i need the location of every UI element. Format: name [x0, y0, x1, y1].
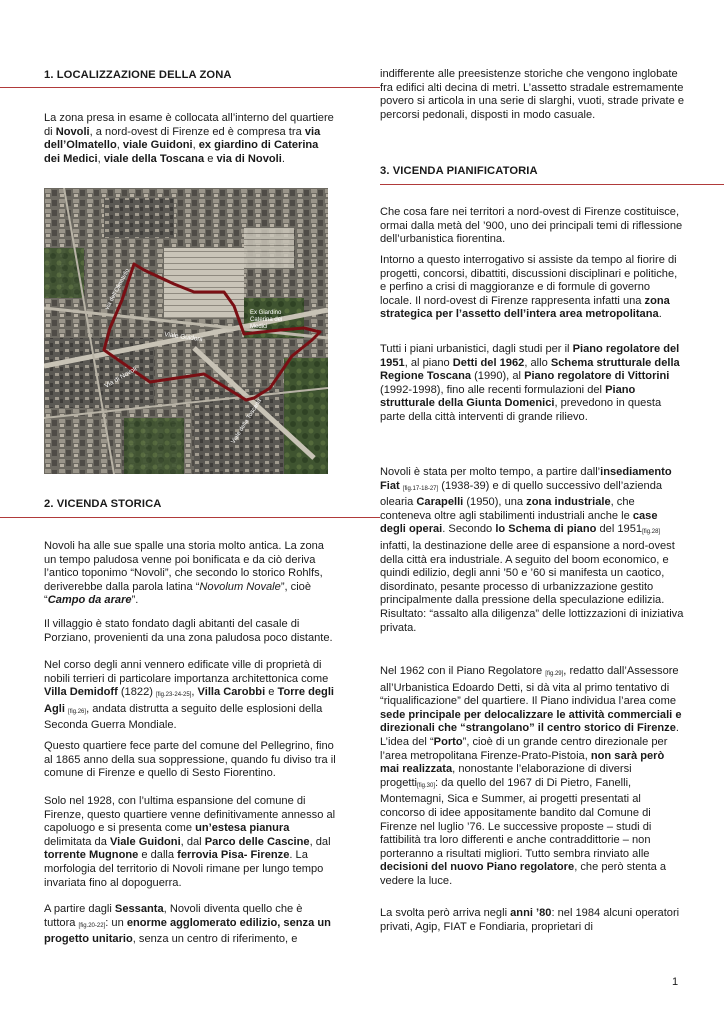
section-1-heading: 1. LOCALIZZAZIONE DELLA ZONA: [44, 69, 232, 81]
bold-text: zona industriale: [526, 496, 611, 509]
bold-text: via dell’Olmatello: [44, 125, 321, 152]
bold-text: anni ’80: [510, 907, 552, 919]
aerial-map-image: [44, 188, 328, 474]
bold-text: Carapelli: [416, 496, 464, 509]
bold-text: Piano strutturale della Giunta Domenici: [380, 383, 636, 410]
bold-text: Piano regolatore di Vittorini: [524, 370, 670, 383]
bold-text: non sarà però mai realizzata: [380, 749, 665, 776]
aerial-map: [44, 188, 328, 474]
figure-reference: [fig.20-22]: [78, 922, 106, 929]
figure-reference: [fig.30]: [417, 782, 436, 789]
bold-text: Viale Guidoni: [109, 835, 181, 848]
bold-text: ferrovia Pisa- Firenze: [177, 849, 290, 862]
bold-text: Villa Demidoff: [44, 686, 118, 699]
bold-text: un’estesa pianura: [195, 822, 290, 835]
bold-text: Porto: [433, 735, 463, 748]
pianificatoria-paragraph-1: Che cosa fare nei territori a nord-ovest di Firenze costituisce, ormai dalla metà del ’900, uno dei principali temi di riflessione dell’urbanistica fiorentina.: [380, 206, 683, 246]
figure-reference: [fig.26]: [68, 708, 87, 715]
storica-paragraph-3: Nel corso degli anni vennero edificate ville di proprietà di nobili terrieri di particolare importanza architettonica come Villa Demidoff (1822) [fig.23-24-25], Villa Carobbi e Torre degli Agli [fig.26], andata distrutta a seguito delle esplosioni della Seconda Guerra Mondiale.: [44, 659, 335, 732]
figure-reference: [fig.28]: [642, 529, 661, 536]
pianificatoria-paragraph-4: Novoli è stata per molto tempo, a partire dall’insediamento Fiat [fig.17-18-27] (1938-39) e di quello successivo dell’azienda olearia Carapelli (1950), una zona industriale, che conteneva oltre agli stabilimenti industriali anche le case degli operai. Secondo lo Schema di piano del 1951[fig.28] infatti, la destinazione delle aree di espansione a nord-ovest della città era industriale. A seguito del boom economico, e quindi edilizio, degli anni ’50 e ’60 si manifesta un caotico, disordinato, pesante processo di urbanizzazione gestito principalmente dalla pressione della speculazione edilizia. Risultato: “assalto alla diligenza” delle lottizzazioni di iniziativa privata.: [380, 466, 684, 634]
section-2-rule: [0, 517, 380, 518]
section-2-heading: 2. VICENDA STORICA: [44, 498, 162, 510]
bold-text: Torre degli Agli: [44, 686, 335, 715]
map-label-giardino-1: Ex Giardino: [250, 310, 282, 316]
bold-text: lo Schema di piano: [495, 523, 597, 536]
section-1-rule: [0, 87, 380, 88]
bold-text: Detti del 1962: [452, 356, 525, 369]
bold-text: via di Novoli: [216, 152, 282, 165]
map-label-olmatello: via dell’Olmatello: [104, 268, 132, 311]
page-number: 1: [672, 976, 679, 988]
pianificatoria-paragraph-5: Nel 1962 con il Piano Regolatore [fig.29], redatto dall’Assessore all’Urbanistica Edoardo Detti, si dà vita al primo tentativo di “riqualificazione” del quartiere. Il Piano individua l’area come sede principale per delocalizzare le attività commerciali e direzionali che “strangolano” il centro storico di Firenze. L’idea del “Porto”, cioè di un grande centro direzionale per l’area metropolitana Firenze-Prato-Pistoia, non sarà però mai realizzata, nonostante l’elaborazione di diversi progetti[fig.30]: da quello del 1967 di Di Pietro, Fanelli, Montemagni, Sica e Summer, ai progetti presentati al concorso di idee appositamente bandito dal Comune di Firenze nel luglio ’76. Le successive proposte – studi di fattibilità tra loro differenti e anche contraddittorie – non porteranno a risultati migliori. Tutto sembra rinviato alle decisioni del nuovo Piano regolatore, che però stenta a vedere la luce.: [380, 665, 682, 887]
section-3-rule: [380, 184, 724, 185]
storica-paragraph-6: A partire dagli Sessanta, Novoli diventa quello che è tuttora [fig.20-22]: un enorme agglomerato edilizio, senza un progetto unitario, senza un centro di riferimento, e: [44, 903, 331, 946]
figure-reference: [fig.29]: [545, 671, 564, 677]
storica-continuation-paragraph: indifferente alle preesistenze storiche che vengono inglobate fra edifici alti decina di metri. L’assetto stradale estremamente povero si articola in una serie di slarghi, vuoti, strade private e percorsi pedonali, disposti in modo casuale.: [380, 68, 685, 121]
map-label-giardino-3: Medici: [250, 324, 268, 330]
bold-text: enorme agglomerato edilizio, senza un progetto unitario: [44, 916, 331, 946]
pianificatoria-paragraph-3: Tutti i piani urbanistici, dagli studi per il Piano regolatore del 1951, al piano Detti del 1962, allo Schema strutturale della Regione Toscana (1990), al Piano regolatore di Vittorini (1992-1998), fino alle recenti formulazioni del Piano strutturale della Giunta Domenici, prevedono in questa parte della città interventi di grande rilievo.: [380, 343, 680, 423]
bold-text: Sessanta: [114, 903, 164, 915]
figure-reference: [fig.23-24-25]: [156, 692, 192, 699]
pianificatoria-paragraph-2: Intorno a questo interrogativo si assiste da tempo al fiorire di progetti, concorsi, dibattiti, discussioni disciplinari e politiche, e perfino a crisi di maggioranze e di formule di governo locale. Il nord-ovest di Firenze rappresenta infatti una zona strategica per l’assetto dell’intera area metropolitana.: [380, 254, 678, 321]
bold-text: case degli operai: [380, 509, 658, 536]
bold-text: Novoli: [55, 125, 90, 138]
map-label-guidoni: Viale Guidoni: [163, 331, 203, 344]
storica-paragraph-5: Solo nel 1928, con l’ultima espansione del comune di Firenze, questo quartiere venne definitivamente annesso al capoluogo e si presenta come un’estesa pianura delimitata da Viale Guidoni, dal Parco delle Cascine, dal torrente Mugnone e dalla ferrovia Pisa- Firenze. La morfologia del territorio di Novoli rimane per lungo tempo invariata fino al dopoguerra.: [44, 795, 336, 889]
bold-text: insediamento Fiat: [380, 466, 672, 492]
bold-text: decisioni del nuovo Piano regolatore: [380, 861, 575, 874]
section-1-paragraph: La zona presa in esame è collocata all’interno del quartiere di Novoli, a nord-ovest di Firenze ed è compresa tra via dell’Olmatello, viale Guidoni, ex giardino di Caterina dei Medici, viale della Toscana e via di Novoli.: [44, 112, 334, 165]
storica-paragraph-2: Il villaggio è stato fondato dagli abitanti del casale di Porziano, provenienti da una zona paludosa poco distante.: [44, 618, 333, 644]
storica-paragraph-4: Questo quartiere fece parte del comune del Pellegrino, fino al 1865 anno della sua soppressione, quando fu diviso tra il comune di Firenze e quello di Sesto Fiorentino.: [44, 740, 336, 780]
figure-reference: [fig.17-18-27]: [402, 485, 439, 492]
bold-text: Schema strutturale della Regione Toscana: [380, 356, 680, 383]
storica-paragraph-1: Novoli ha alle sue spalle una storia molto antica. La zona un tempo paludosa venne poi bonificata e da ciò deriva l’antico toponimo “Novoli”, che secondo lo storico Rohlfs, deriverebbe dalla parola latina “Novolum Novale”, cioè “Campo da arare”.: [44, 540, 324, 607]
bold-text: torrente Mugnone: [44, 849, 139, 862]
bold-text: sede principale per delocalizzare le attività commerciali e direzionali che “strangolano” il centro storico di Firenze: [380, 708, 682, 735]
bold-text: Parco delle Cascine: [204, 835, 310, 848]
bold-text: Villa Carobbi: [197, 686, 266, 699]
section-3-heading: 3. VICENDA PIANIFICATORIA: [380, 165, 538, 177]
pianificatoria-paragraph-6: La svolta però arriva negli anni ’80: nel 1984 alcuni operatori privati, Agip, FIAT e Fondiaria, proprietari di: [380, 907, 680, 933]
bold-text: Piano regolatore del 1951: [380, 343, 680, 369]
bold-text: ex giardino di Caterina dei Medici: [44, 139, 319, 165]
bold-text: viale Guidoni: [122, 139, 193, 152]
italic-text: Novolum Novale: [199, 580, 281, 593]
map-label-novoli: Via di Novoli: [103, 365, 139, 390]
map-label-toscana: Viale della Toscana: [230, 398, 263, 446]
map-label-giardino-2: Caterina dei: [250, 317, 283, 323]
bold-text: zona strategica per l’assetto dell’intera area metropolitana: [380, 294, 670, 321]
bold-text: viale della Toscana: [103, 152, 205, 165]
